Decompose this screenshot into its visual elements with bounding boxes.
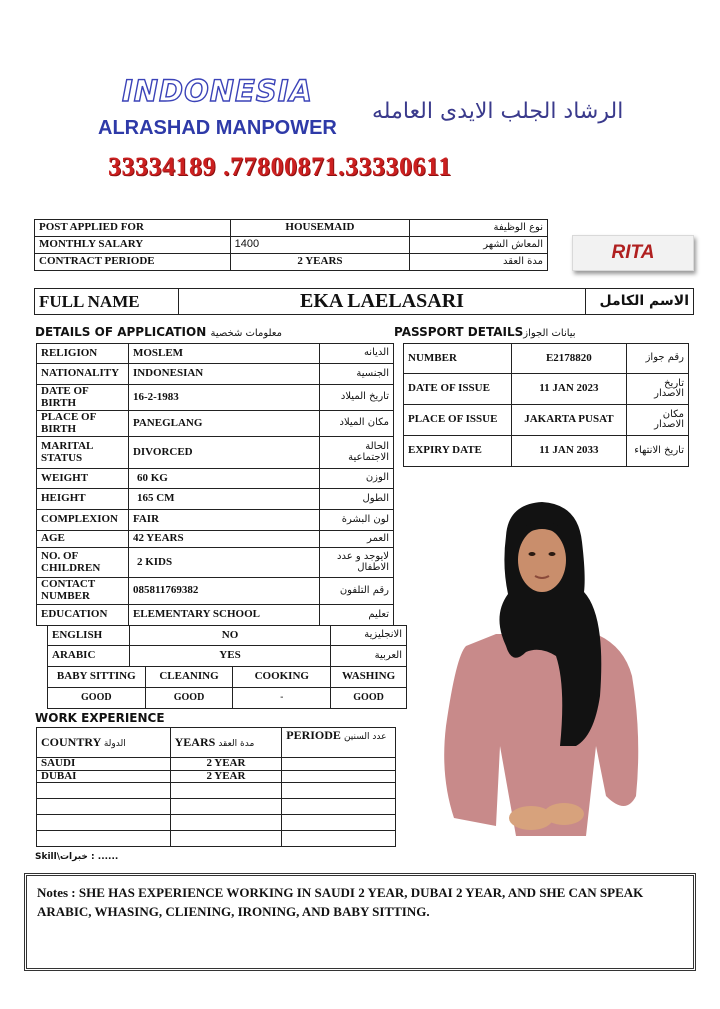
work-periode xyxy=(282,783,396,799)
app-label: RELIGION xyxy=(37,344,129,364)
full-name-label-ar: الاسم الكامل xyxy=(586,289,694,315)
app-label: DATE OF BIRTH xyxy=(37,385,129,411)
passport-label: NUMBER xyxy=(404,344,512,374)
app-label: WEIGHT xyxy=(37,469,129,489)
app-value: MOSLEM xyxy=(128,344,319,364)
job-row-contract xyxy=(35,254,548,271)
app-label-ar: مكان الميلاد xyxy=(320,411,394,437)
job-value: HOUSEMAID xyxy=(230,220,410,237)
app-label: MARITAL STATUS xyxy=(37,437,129,469)
work-row xyxy=(37,783,396,799)
app-value: 165 CM xyxy=(128,489,319,510)
language-row-arabic xyxy=(48,646,407,667)
job-label: MONTHLY SALARY xyxy=(35,237,231,254)
passport-value: JAKARTA PUSAT xyxy=(511,405,627,436)
application-table xyxy=(36,343,394,626)
app-row xyxy=(37,344,394,364)
app-label-ar: الحالة الاجتماعية xyxy=(320,437,394,469)
language-label-ar: الانجليزية xyxy=(331,626,407,646)
app-label-ar: تاريخ الميلاد xyxy=(320,385,394,411)
skill-value: GOOD xyxy=(48,688,146,709)
work-experience-table xyxy=(36,727,396,847)
job-table xyxy=(34,219,548,271)
language-label-ar: العربية xyxy=(331,646,407,667)
work-row xyxy=(37,758,396,771)
work-periode xyxy=(282,831,396,847)
work-years xyxy=(170,799,282,815)
app-row xyxy=(37,469,394,489)
work-country xyxy=(37,831,171,847)
app-label-ar: رقم التلفون xyxy=(320,578,394,605)
language-row-english xyxy=(48,626,407,646)
app-label-ar: الديانه xyxy=(320,344,394,364)
work-header-years-en: YEARS xyxy=(174,734,216,749)
app-row xyxy=(37,489,394,510)
app-row xyxy=(37,437,394,469)
app-value: 16-2-1983 xyxy=(128,385,319,411)
work-years xyxy=(170,783,282,799)
skill-header: CLEANING xyxy=(145,667,233,688)
passport-value: E2178820 xyxy=(511,344,627,374)
header-phones: 33334189 .77800871.33330611 xyxy=(108,152,452,181)
app-row xyxy=(37,364,394,385)
app-label-ar: لون البشرة xyxy=(320,510,394,531)
app-label-ar: لايوجد و عدد الاطفال xyxy=(320,548,394,578)
app-value: INDONESIAN xyxy=(128,364,319,385)
work-experience-title: WORK EXPERIENCE xyxy=(35,711,165,725)
work-row xyxy=(37,831,396,847)
passport-row xyxy=(404,374,689,405)
application-title: DETAILS OF APPLICATION xyxy=(35,325,207,339)
job-label: POST APPLIED FOR xyxy=(35,220,231,237)
passport-section-title xyxy=(394,325,576,339)
work-header-years xyxy=(170,728,282,758)
passport-label-ar: رقم جواز xyxy=(627,344,689,374)
work-country xyxy=(37,815,171,831)
application-title-ar: معلومات شخصية xyxy=(210,328,282,339)
app-label: NO. OF CHILDREN xyxy=(37,548,129,578)
skill-value: - xyxy=(233,688,331,709)
app-label: CONTACT NUMBER xyxy=(37,578,129,605)
name-badge: RITA xyxy=(572,235,694,271)
app-value: PANEGLANG xyxy=(128,411,319,437)
passport-label-ar: تاريخ الاصدار xyxy=(627,374,689,405)
app-row xyxy=(37,531,394,548)
app-label: EDUCATION xyxy=(37,605,129,626)
applicant-photo-icon xyxy=(436,496,644,836)
work-periode xyxy=(282,815,396,831)
app-label-ar: الجنسية xyxy=(320,364,394,385)
passport-label: DATE OF ISSUE xyxy=(404,374,512,405)
passport-label: EXPIRY DATE xyxy=(404,436,512,467)
app-label: AGE xyxy=(37,531,129,548)
work-periode xyxy=(282,770,396,783)
passport-label-ar: تاريخ الانتهاء xyxy=(627,436,689,467)
skill-header: WASHING xyxy=(331,667,407,688)
passport-row xyxy=(404,436,689,467)
work-header-row xyxy=(37,728,396,758)
skill-header: BABY SITTING xyxy=(48,667,146,688)
skill-value: GOOD xyxy=(331,688,407,709)
passport-table xyxy=(403,343,689,467)
work-country: DUBAI xyxy=(37,770,171,783)
job-value: 1400 xyxy=(230,237,410,254)
passport-row xyxy=(404,344,689,374)
app-label-ar: تعليم xyxy=(320,605,394,626)
app-label-ar: الوزن xyxy=(320,469,394,489)
languages-table xyxy=(47,625,407,667)
app-row xyxy=(37,605,394,626)
skill-value: GOOD xyxy=(145,688,233,709)
language-value: YES xyxy=(129,646,330,667)
work-header-country xyxy=(37,728,171,758)
header-country: INDONESIA xyxy=(122,74,313,108)
passport-row xyxy=(404,405,689,436)
work-header-country-ar: الدولة xyxy=(103,738,126,749)
app-value: 085811769382 xyxy=(128,578,319,605)
skills-value-row xyxy=(48,688,407,709)
job-row-salary xyxy=(35,237,548,254)
app-label: HEIGHT xyxy=(37,489,129,510)
job-value: 2 YEARS xyxy=(230,254,410,271)
job-label-ar: المعاش الشهر xyxy=(410,237,548,254)
app-row xyxy=(37,578,394,605)
work-periode xyxy=(282,799,396,815)
app-value: 2 KIDS xyxy=(128,548,319,578)
work-row xyxy=(37,799,396,815)
app-value: FAIR xyxy=(128,510,319,531)
app-value: ELEMENTARY SCHOOL xyxy=(128,605,319,626)
work-header-years-ar: مدة العقد xyxy=(218,738,255,749)
app-label-ar: العمر xyxy=(320,531,394,548)
work-header-periode-en: PERIODE xyxy=(286,728,341,742)
work-header-periode-ar: عدد السنين xyxy=(343,732,387,742)
work-header-periode xyxy=(282,728,396,758)
work-years: 2 YEAR xyxy=(170,758,282,771)
app-row xyxy=(37,548,394,578)
work-years xyxy=(170,831,282,847)
notes-box: Notes : SHE HAS EXPERIENCE WORKING IN SAUDI 2 YEAR, DUBAI 2 YEAR, AND SHE CAN SPEAK ARABIC, WHASING, CLIENING, IRONING, AND BABY SITTING. xyxy=(24,873,696,971)
work-row xyxy=(37,770,396,783)
app-label: COMPLEXION xyxy=(37,510,129,531)
app-row xyxy=(37,510,394,531)
passport-title: PASSPORT DETAILS xyxy=(394,325,524,339)
full-name-value: EKA LAELASARI xyxy=(178,289,585,315)
passport-label: PLACE OF ISSUE xyxy=(404,405,512,436)
passport-value: 11 JAN 2023 xyxy=(511,374,627,405)
full-name-table xyxy=(34,288,694,315)
application-section-title xyxy=(35,325,282,339)
skill-header: COOKING xyxy=(233,667,331,688)
skills-table xyxy=(47,666,407,709)
header-agency-ar: الرشاد الجلب الايدى العامله xyxy=(372,99,624,124)
app-value: 60 KG xyxy=(128,469,319,489)
app-value: 42 YEARS xyxy=(128,531,319,548)
skills-header-row xyxy=(48,667,407,688)
language-label: ARABIC xyxy=(48,646,130,667)
work-periode xyxy=(282,758,396,771)
language-value: NO xyxy=(129,626,330,646)
app-label-ar: الطول xyxy=(320,489,394,510)
work-country xyxy=(37,783,171,799)
work-years: 2 YEAR xyxy=(170,770,282,783)
work-country xyxy=(37,799,171,815)
work-country: SAUDI xyxy=(37,758,171,771)
job-label-ar: مدة العقد xyxy=(410,254,548,271)
app-row xyxy=(37,385,394,411)
header-agency-en: ALRASHAD MANPOWER xyxy=(98,117,337,139)
full-name-label: FULL NAME xyxy=(35,289,179,315)
app-label: PLACE OF BIRTH xyxy=(37,411,129,437)
app-label: NATIONALITY xyxy=(37,364,129,385)
app-row xyxy=(37,411,394,437)
passport-label-ar: مكان الاصدار xyxy=(627,405,689,436)
job-label: CONTRACT PERIODE xyxy=(35,254,231,271)
language-label: ENGLISH xyxy=(48,626,130,646)
skill-line: Skill\خبرات : ...... xyxy=(35,852,119,862)
passport-title-ar: بيانات الجواز xyxy=(523,328,576,339)
work-row xyxy=(37,815,396,831)
work-years xyxy=(170,815,282,831)
job-row-post xyxy=(35,220,548,237)
work-header-country-en: COUNTRY xyxy=(41,734,101,749)
job-label-ar: نوع الوظيفة xyxy=(410,220,548,237)
passport-value: 11 JAN 2033 xyxy=(511,436,627,467)
app-value: DIVORCED xyxy=(128,437,319,469)
